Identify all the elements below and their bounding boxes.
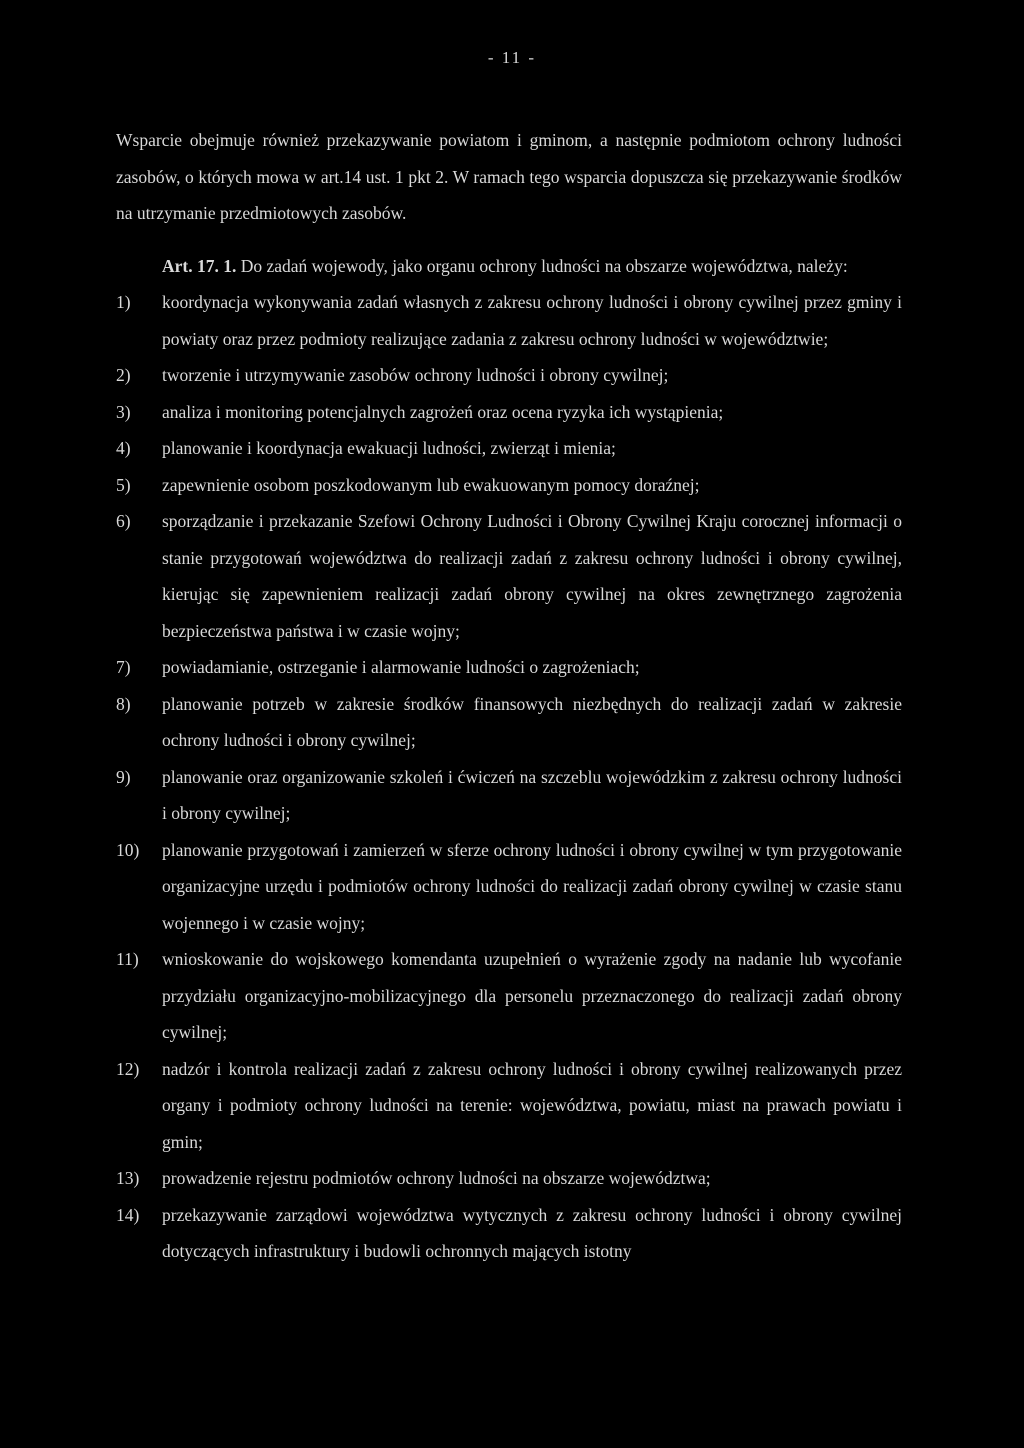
- list-item-number: 2): [116, 365, 131, 385]
- list-item-text: wnioskowanie do wojskowego komendanta uzupełnień o wyrażenie zgody na nadanie lub wycofanie przydziału organizacyjno-mobilizacyjnego dla personelu przeznaczonego do realizacji zadań obrony cywilnej;: [162, 949, 902, 1042]
- page-number: - 11 -: [487, 48, 537, 67]
- list-item: [116, 284, 902, 357]
- list-item-text: nadzór i kontrola realizacji zadań z zakresu ochrony ludności i obrony cywilnej realizowanych przez organy i podmioty ochrony ludności na terenie: województwa, powiatu, miast na prawach powiatu i gmin;: [162, 1058, 902, 1152]
- list-item: [116, 686, 902, 759]
- list-item-text: planowanie potrzeb w zakresie środków finansowych niezbędnych do realizacji zadań w zakresie ochrony ludności i obrony cywilnej;: [162, 693, 902, 750]
- list-item: [116, 759, 902, 832]
- list-item-number: 6): [116, 511, 131, 531]
- article-label: Art. 17. 1.: [162, 255, 237, 276]
- list-item-number: 13): [116, 1168, 140, 1188]
- list-item-number: 1): [116, 292, 131, 312]
- list-item: [116, 430, 902, 467]
- list-item-text: analiza i monitoring potencjalnych zagrożeń oraz ocena ryzyka ich wystąpienia;: [162, 401, 724, 422]
- list-item-number: 7): [116, 657, 131, 677]
- list-item-text: planowanie oraz organizowanie szkoleń i ćwiczeń na szczeblu wojewódzkim z zakresu ochrony ludności i obrony cywilnej;: [162, 766, 902, 823]
- list-item-number: 8): [116, 693, 131, 714]
- list-item-text: sporządzanie i przekazanie Szefowi Ochrony Ludności i Obrony Cywilnej Kraju corocznej informacji o stanie przygotowań województwa do realizacji zadań z zakresu ochrony ludności i obrony cywilnej, kierując się zapewnieniem realizacji zadań obrony cywilnej na okres zewnętrznego zagrożenia bezpieczeństwa państwa i w czasie wojny;: [162, 511, 902, 641]
- list-item-text: prowadzenie rejestru podmiotów ochrony ludności na obszarze województwa;: [162, 1168, 711, 1188]
- list-item-number: 14): [116, 1204, 140, 1225]
- list-item-number: 9): [116, 766, 131, 787]
- intro-paragraph: Wsparcie obejmuje również przekazywanie powiatom i gminom, a następnie podmiotom ochrony ludności zasobów, o których mowa w art.14 ust. 1 pkt 2. W ramach tego wsparcia dopuszcza się przekazywanie środków na utrzymanie przedmiotowych zasobów.: [116, 130, 902, 223]
- list-item-text: zapewnienie osobom poszkodowanym lub ewakuowanym pomocy doraźnej;: [162, 474, 700, 495]
- list-item-number: 3): [116, 401, 131, 422]
- list-item: [116, 357, 902, 394]
- list-item-text: koordynacja wykonywania zadań własnych z zakresu ochrony ludności i obrony cywilnej przez gminy i powiaty oraz przez podmioty realizujące zadania z zakresu ochrony ludności w województwie;: [162, 292, 902, 349]
- article-17-paragraph: [116, 248, 902, 285]
- list-item-number: 11): [116, 949, 139, 969]
- article-text: Do zadań wojewody, jako organu ochrony ludności na obszarze województwa, należy:: [240, 255, 848, 276]
- list-item-text: planowanie i koordynacja ewakuacji ludności, zwierząt i mienia;: [162, 438, 616, 458]
- list-item-text: przekazywanie zarządowi województwa wytycznych z zakresu ochrony ludności i obrony cywilnej dotyczących infrastruktury i budowli ochronnych mających istotny: [162, 1204, 902, 1261]
- list-item-number: 10): [116, 839, 140, 860]
- list-item: [116, 467, 902, 504]
- list-item-number: 12): [116, 1058, 140, 1079]
- list-item: [116, 832, 902, 942]
- list-item: [116, 394, 902, 431]
- list-item: [116, 941, 902, 1051]
- list-item-text: tworzenie i utrzymywanie zasobów ochrony ludności i obrony cywilnej;: [162, 365, 669, 385]
- task-list: [116, 284, 902, 1270]
- list-item-number: 4): [116, 438, 131, 458]
- list-item: [116, 503, 902, 649]
- list-item: [116, 1051, 902, 1161]
- document-body: [116, 122, 902, 1270]
- list-item: [116, 1197, 902, 1270]
- list-item: [116, 1160, 902, 1197]
- list-item: [116, 649, 902, 686]
- list-item-text: powiadamianie, ostrzeganie i alarmowanie ludności o zagrożeniach;: [162, 657, 640, 677]
- list-item-number: 5): [116, 474, 131, 495]
- list-item-text: planowanie przygotowań i zamierzeń w sferze ochrony ludności i obrony cywilnej w tym przygotowanie organizacyjne urzędu i podmiotów ochrony ludności do realizacji zadań obrony cywilnej w czasie stanu wojennego i w czasie wojny;: [162, 839, 902, 933]
